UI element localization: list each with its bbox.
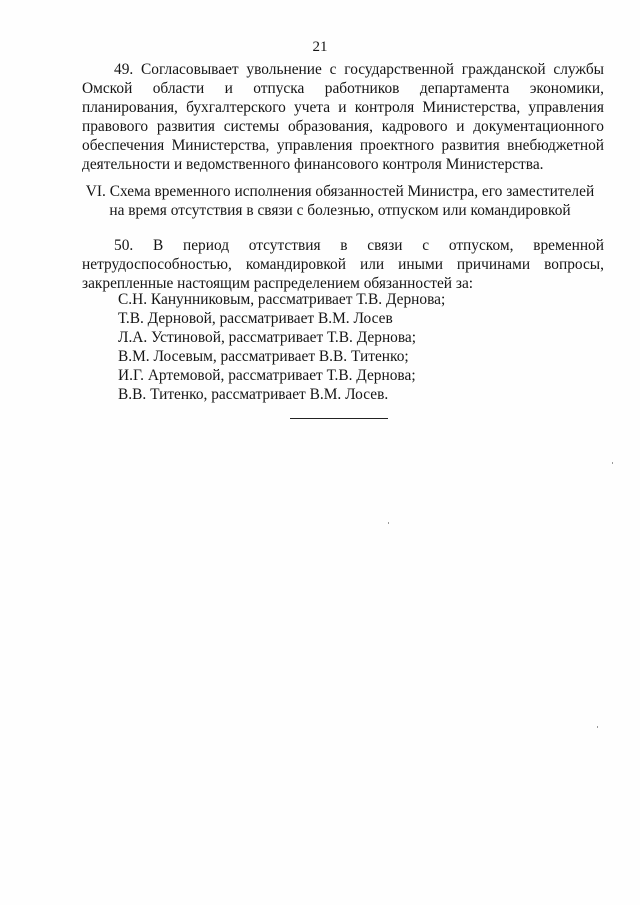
paragraph-50-first-line: 50. В период отсутствия в связи с отпуском, временной [114,237,604,254]
paragraph-50 [82,236,604,293]
list-item: Л.А. Устиновой, рассматривает Т.В. Дернова; [118,329,417,346]
section-heading-line-2: на время отсутствия в связи с болезнью, отпуском или командировкой [109,202,571,219]
list-item: С.Н. Канунниковым, рассматривает Т.В. Дернова; [118,291,446,308]
page-number: 21 [312,39,328,55]
list-item: В.В. Титенко, рассматривает В.М. Лосев. [118,386,389,403]
section-heading-line-1: VI. Схема временного исполнения обязанностей Министра, его заместителей [85,183,595,200]
list-item: Т.В. Дерновой, рассматривает В.М. Лосев [118,310,393,327]
scan-speck [388,522,389,524]
paragraph-50-continuation: нетрудоспособностью, командировкой или иными причинами вопросы, закрепленные настоящим распределением обязанностей за: [82,256,604,292]
end-divider [290,418,388,419]
scan-speck [597,726,598,728]
scan-speck [612,462,613,464]
section-heading [70,182,610,220]
paragraph-49: 49. Согласовывает увольнение с государственной гражданской службы Омской области и отпуска работников департамента экономики, планирования, бухгалтерского учета и контроля Министерства, управления правового развития системы образования, кадрового и документационного обеспечения Министерства, управления проектного развития внебюджетной деятельности и ведомственного финансового контроля Министерства. [82,61,604,173]
list-item: И.Г. Артемовой, рассматривает Т.В. Дернова; [118,367,416,384]
list-item: В.М. Лосевым, рассматривает В.В. Титенко; [118,348,409,365]
assignment-list [118,290,445,404]
